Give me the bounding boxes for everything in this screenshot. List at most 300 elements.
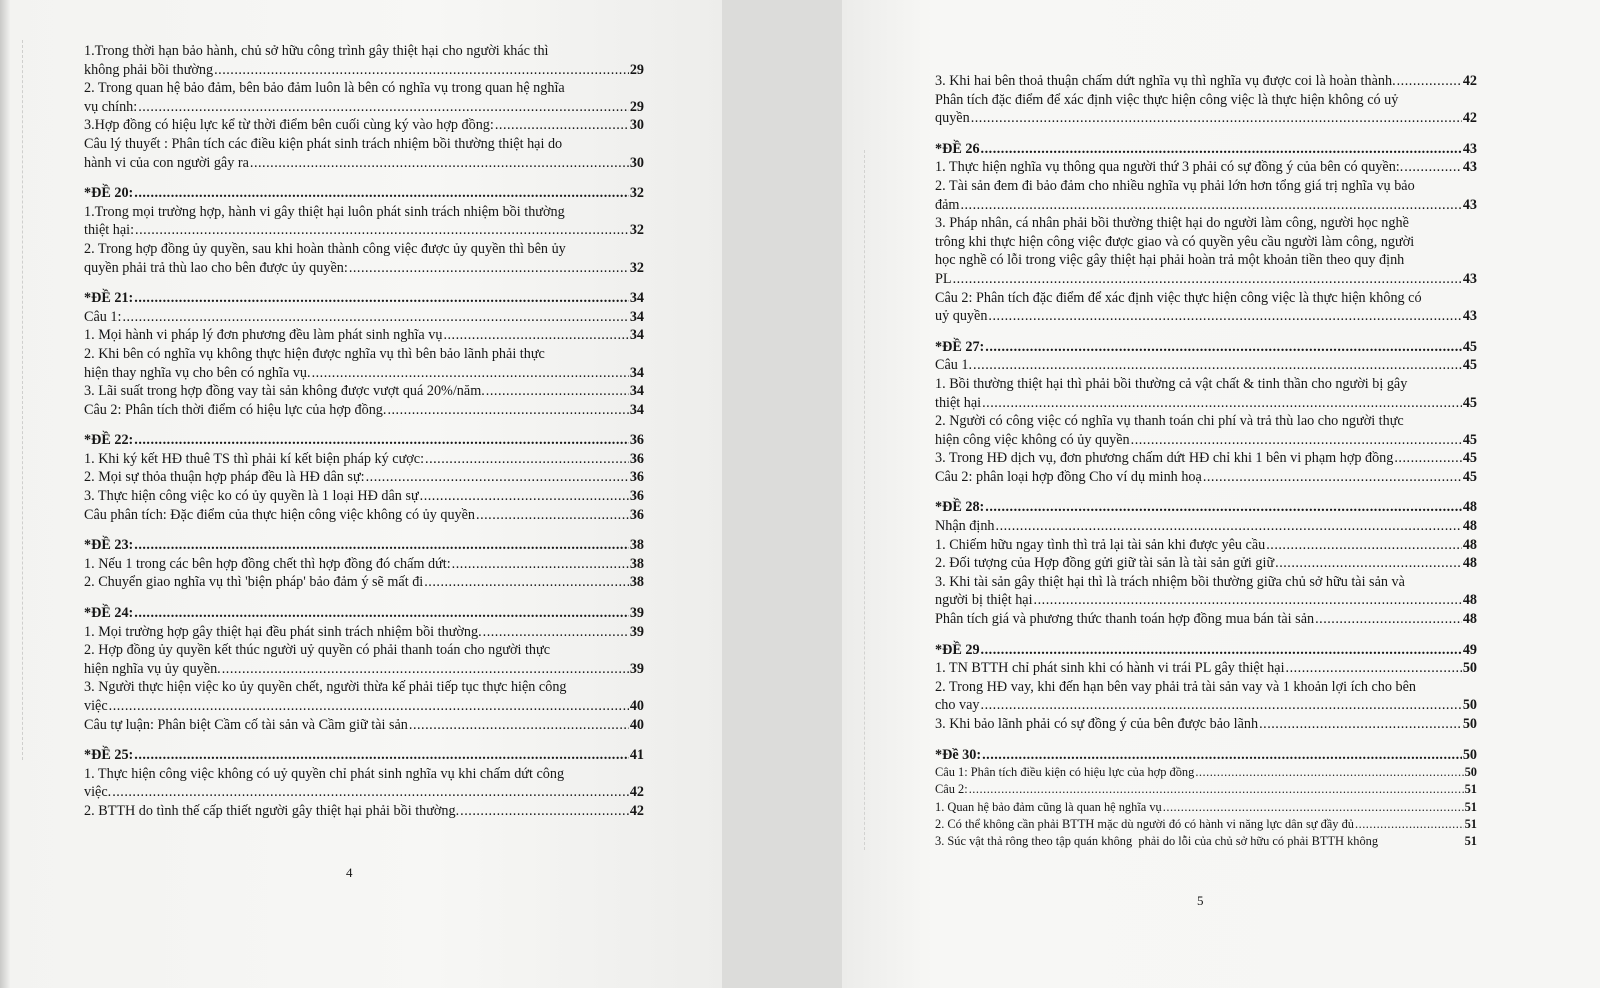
- toc-entry-row: [84, 555, 644, 574]
- toc-page-number: 39: [629, 605, 644, 622]
- toc-page-number: 39: [629, 623, 644, 640]
- toc-entry: [84, 345, 644, 382]
- left-table-of-contents: [84, 42, 644, 821]
- dot-leader: [985, 338, 1462, 357]
- dot-leader: [1266, 536, 1462, 555]
- toc-entry-row: [84, 259, 644, 278]
- toc-page-number: 45: [1462, 450, 1477, 467]
- toc-entry-text: Câu 2: phân loại hợp đồng Cho ví dụ minh hoạ: [935, 468, 1202, 485]
- toc-entry-row: [84, 326, 644, 345]
- dot-leader: [134, 536, 629, 555]
- toc-entry-row: [935, 536, 1477, 555]
- toc-page-number: 34: [629, 327, 644, 344]
- toc-entry-text: 2. Đối tượng của Hợp đồng gửi giữ tài sản là tài sản gửi giữ: [935, 555, 1275, 572]
- toc-entry-row: [935, 498, 1477, 517]
- toc-entry-row: [935, 270, 1477, 289]
- toc-entry: [935, 659, 1477, 678]
- dot-leader: [971, 109, 1462, 128]
- toc-entry-row: [84, 401, 644, 420]
- toc-page-number: 39: [629, 660, 644, 677]
- toc-entry-text: 3. Súc vật thả rông theo tập quán không phải do lỗi của chủ sở hữu có phải BTTH không: [935, 834, 1379, 848]
- toc-entry-row: [84, 716, 644, 735]
- toc-section-heading: [84, 431, 644, 450]
- toc-entry-text: 1. Mọi trường hợp gây thiệt hại đều phát sinh trách nhiệm bồi thường.: [84, 623, 482, 640]
- toc-entry-text: 1.Trong thời hạn bảo hành, chủ sở hữu công trình gây thiệt hại cho người khác thì: [84, 43, 549, 59]
- right-page-number: 5: [1197, 893, 1204, 908]
- toc-page-number: 48: [1462, 499, 1477, 516]
- toc-entry-row: [84, 697, 644, 716]
- toc-entry: [935, 610, 1477, 629]
- toc-section-heading: [84, 746, 644, 765]
- toc-entry: [935, 449, 1477, 468]
- toc-entry-text: 2. Hợp đồng ủy quyền kết thúc người uỷ quyền có phải thanh toán cho người thực: [84, 642, 550, 659]
- toc-entry-row: [935, 764, 1477, 781]
- toc-entry-text: 3.Hợp đồng có hiệu lực kể từ thời điểm bên cuối cùng ký vào hợp đồng:: [84, 117, 494, 134]
- toc-entry: [84, 641, 644, 678]
- toc-entry-row: [84, 431, 644, 450]
- dot-leader: [1355, 816, 1464, 833]
- dot-leader: [312, 364, 629, 383]
- dot-leader: [1394, 449, 1461, 468]
- toc-entry: [84, 450, 644, 469]
- page-edge-shadow: [0, 0, 10, 988]
- toc-entry-text: 2. Có thể không cần phải BTTH mặc dù người đó có hành vi năng lực dân sự đầy đủ: [935, 816, 1354, 831]
- toc-entry: [935, 468, 1477, 487]
- toc-entry-row: [84, 61, 644, 80]
- toc-entry: [935, 799, 1477, 816]
- toc-entry-row: [935, 833, 1477, 850]
- toc-entry-row: [935, 338, 1477, 357]
- toc-entry-row: [935, 610, 1477, 629]
- toc-page-number: 36: [629, 469, 644, 486]
- toc-page-number: 43: [1462, 196, 1477, 213]
- toc-entry-text: Câu 2: Phân tích đặc điểm để xác định việc thực hiện công việc là thực hiện không có: [935, 289, 1422, 306]
- right-page: [842, 0, 1600, 988]
- section-gap: [935, 326, 1477, 338]
- toc-entry-row: [935, 431, 1477, 450]
- toc-entry: [84, 240, 644, 277]
- toc-entry-text: *ĐỀ 27:: [935, 338, 985, 355]
- toc-entry-text: học nghề có lỗi trong việc gây thiệt hại phải hoàn trả một khoản tiền theo quy định: [935, 252, 1405, 269]
- toc-entry-text: Câu phân tích: Đặc điểm của thực hiện công việc không có ủy quyền: [84, 506, 476, 523]
- toc-page-number: 42: [629, 784, 644, 801]
- dot-leader: [981, 641, 1462, 660]
- toc-entry-text: 2. BTTH do tình thế cấp thiết người gây thiệt hại phải bồi thường.: [84, 802, 460, 819]
- toc-entry: [935, 833, 1477, 850]
- toc-page-number: 38: [629, 555, 644, 572]
- toc-page-number: 42: [1462, 110, 1477, 127]
- toc-entry-row: [935, 196, 1477, 215]
- toc-entry-text: uỷ quyền: [935, 308, 988, 325]
- toc-page-number: 32: [629, 185, 644, 202]
- toc-page-number: 38: [629, 574, 644, 591]
- toc-entry: [84, 678, 644, 715]
- left-page-number: 4: [346, 865, 353, 880]
- dot-leader: [366, 468, 629, 487]
- toc-entry: [84, 79, 644, 116]
- toc-entry-row: [84, 660, 644, 679]
- toc-entry-text: Nhận định: [935, 518, 995, 535]
- toc-page-number: 45: [1462, 394, 1477, 411]
- toc-entry-text: hiện thay nghĩa vụ cho bên có nghĩa vụ.: [84, 364, 311, 381]
- toc-entry-text: Câu 1:: [84, 308, 122, 325]
- margin-mark: [864, 150, 866, 850]
- toc-page-number: 45: [1462, 357, 1477, 374]
- toc-page-number: 29: [629, 61, 644, 78]
- toc-entry-text: *ĐỀ 22:: [84, 432, 134, 449]
- toc-section-heading: [935, 746, 1477, 765]
- toc-entry: [935, 517, 1477, 536]
- toc-page-number: 50: [1462, 746, 1477, 763]
- toc-entry-text: cho vay: [935, 697, 980, 714]
- toc-entry-row: [935, 746, 1477, 765]
- toc-entry-text: thiệt hại:: [84, 222, 135, 239]
- dot-leader: [960, 196, 1461, 215]
- toc-entry: [935, 678, 1477, 715]
- toc-entry-text: Câu 2:: [935, 782, 968, 797]
- dot-leader: [134, 746, 629, 765]
- dot-leader: [1275, 554, 1462, 573]
- toc-entry: [935, 554, 1477, 573]
- toc-entry-row: [84, 364, 644, 383]
- dot-leader: [981, 696, 1462, 715]
- toc-entry-row: [84, 487, 644, 506]
- toc-entry-text: *Đề 30:: [935, 746, 982, 763]
- toc-page-number: 48: [1462, 592, 1477, 609]
- dot-leader: [134, 184, 629, 203]
- toc-entry: [935, 375, 1477, 412]
- toc-page-number: 45: [1462, 338, 1477, 355]
- dot-leader: [452, 555, 629, 574]
- toc-entry-row: [935, 659, 1477, 678]
- toc-entry-text: 2. Mọi sự thỏa thuận hợp pháp đều là HĐ dân sự:: [84, 469, 365, 486]
- toc-entry-text: 2. Tài sản đem đi bảo đảm cho nhiều nghĩa vụ phải lớn hơn tổng giá trị nghĩa vụ bảo: [935, 177, 1415, 194]
- toc-entry-text: 3. Người thực hiện việc ko ủy quyền chết, người thừa kế phải tiếp tục thực hiện công: [84, 679, 567, 696]
- toc-entry: [84, 765, 644, 802]
- dot-leader: [1034, 591, 1462, 610]
- toc-entry: [84, 802, 644, 821]
- toc-entry: [935, 214, 1477, 288]
- toc-entry: [84, 203, 644, 240]
- toc-entry-text: 3. Khi tài sản gây thiệt hại thì là trách nhiệm bồi thường giữa chủ sở hữu tài sản và: [935, 573, 1405, 590]
- toc-entry-text: hiện nghĩa vụ ủy quyền.: [84, 660, 221, 677]
- toc-page-number: 36: [629, 450, 644, 467]
- toc-entry-row: [84, 98, 644, 117]
- dot-leader: [122, 308, 628, 327]
- toc-page-number: 49: [1462, 641, 1477, 658]
- toc-entry-text: 1. Chiếm hữu ngay tình thì trả lại tài sản khi được yêu cầu: [935, 536, 1266, 553]
- toc-entry-text: *ĐỀ 29: [935, 641, 980, 658]
- toc-entry-row: [84, 468, 644, 487]
- toc-entry: [84, 382, 644, 401]
- toc-entry-text: quyền: [935, 110, 970, 127]
- toc-entry-text: trông khi thực hiện công việc được giao và có quyền yêu cầu người làm công, người: [935, 233, 1415, 250]
- toc-entry: [935, 715, 1477, 734]
- dot-leader: [996, 517, 1462, 536]
- toc-entry-row: [935, 715, 1477, 734]
- dot-leader: [1163, 799, 1464, 816]
- toc-entry-text: 1. Khi ký kết HĐ thuê TS thì phải kí kết biện pháp ký cược:: [84, 450, 425, 467]
- dot-leader: [1259, 715, 1462, 734]
- toc-entry: [84, 135, 644, 172]
- toc-entry-text: 1. Quan hệ bảo đảm cũng là quan hệ nghĩa vụ: [935, 799, 1162, 814]
- dot-leader: [988, 307, 1461, 326]
- toc-entry: [84, 623, 644, 642]
- toc-entry-text: *ĐỀ 24:: [84, 605, 134, 622]
- toc-page-number: 50: [1462, 697, 1477, 714]
- toc-entry: [935, 764, 1477, 781]
- toc-entry-row: [935, 591, 1477, 610]
- toc-entry-row: [84, 154, 644, 173]
- toc-section-heading: [935, 338, 1477, 357]
- dot-leader: [1315, 610, 1462, 629]
- toc-page-number: 32: [629, 259, 644, 276]
- toc-entry: [84, 42, 644, 79]
- toc-entry: [935, 573, 1477, 610]
- toc-entry-text: quyền phải trả thù lao cho bên được ủy quyền:: [84, 259, 348, 276]
- toc-entry-text: *ĐỀ 20:: [84, 185, 134, 202]
- toc-page-number: 29: [629, 98, 644, 115]
- toc-page-number: 40: [629, 698, 644, 714]
- dot-leader: [222, 660, 629, 679]
- toc-entry-text: 1. Thực hiện công việc không có uỷ quyền chỉ phát sinh nghĩa vụ khi chấm dứt công: [84, 765, 565, 782]
- toc-page-number: 43: [1462, 308, 1477, 325]
- toc-page-number: 30: [629, 117, 644, 134]
- dot-leader: [134, 289, 629, 308]
- toc-entry: [84, 555, 644, 574]
- toc-entry: [935, 158, 1477, 177]
- toc-entry-row: [935, 696, 1477, 715]
- left-page: [0, 0, 722, 988]
- toc-page-number: 40: [629, 716, 644, 733]
- toc-entry: [935, 91, 1477, 128]
- dot-leader: [476, 506, 629, 525]
- toc-page-number: 43: [1462, 270, 1477, 287]
- book-gutter: [722, 0, 842, 988]
- toc-entry-text: hành vi của con người gây ra: [84, 154, 249, 171]
- dot-leader: [387, 401, 628, 420]
- toc-page-number: 34: [629, 401, 644, 418]
- toc-entry-text: việc.: [84, 784, 112, 801]
- dot-leader: [1131, 431, 1462, 450]
- toc-page-number: 34: [629, 383, 644, 400]
- toc-page-number: 36: [629, 432, 644, 449]
- toc-entry-text: 1. TN BTTH chỉ phát sinh khi có hành vi trái PL gây thiệt hại: [935, 660, 1285, 677]
- toc-entry: [935, 781, 1477, 798]
- toc-entry: [935, 289, 1477, 326]
- toc-entry: [935, 356, 1477, 375]
- toc-entry: [935, 412, 1477, 449]
- toc-entry-row: [935, 307, 1477, 326]
- toc-entry: [84, 401, 644, 420]
- toc-section-heading: [84, 289, 644, 308]
- toc-entry-row: [935, 641, 1477, 660]
- toc-entry-row: [935, 356, 1477, 375]
- toc-page-number: 50: [1464, 765, 1477, 780]
- toc-entry-text: 1. Mọi hành vi pháp lý đơn phương đều làm phát sinh nghĩa vụ: [84, 327, 443, 344]
- section-gap: [84, 524, 644, 536]
- toc-entry: [84, 468, 644, 487]
- toc-entry-row: [935, 799, 1477, 816]
- toc-entry-row: [84, 573, 644, 592]
- dot-leader: [138, 98, 629, 117]
- toc-entry-text: 2. Trong HĐ vay, khi đến hạn bên vay phải trả tài sản vay và 1 khoản lợi ích cho bên: [935, 678, 1416, 695]
- toc-entry-row: [84, 746, 644, 765]
- dot-leader: [953, 270, 1462, 289]
- toc-page-number: 51: [1464, 816, 1477, 831]
- section-gap: [84, 734, 644, 746]
- dot-leader: [420, 487, 629, 506]
- toc-entry-text: 2. Khi bên có nghĩa vụ không thực hiện được nghĩa vụ thì bên bảo lãnh phải thực: [84, 345, 545, 362]
- toc-entry-row: [935, 816, 1477, 833]
- toc-entry-text: *ĐỀ 21:: [84, 290, 134, 307]
- toc-entry: [84, 487, 644, 506]
- dot-leader: [109, 697, 629, 716]
- toc-entry-row: [84, 308, 644, 327]
- toc-entry-text: 2. Chuyển giao nghĩa vụ thì 'biện pháp' bảo đảm ý sẽ mất đi: [84, 574, 424, 591]
- toc-page-number: 36: [629, 506, 644, 523]
- toc-page-number: 50: [1462, 660, 1477, 677]
- toc-page-number: 48: [1462, 611, 1477, 628]
- toc-page-number: 51: [1464, 799, 1477, 814]
- toc-entry: [935, 816, 1477, 833]
- dot-leader: [1203, 468, 1462, 487]
- toc-entry-row: [84, 289, 644, 308]
- toc-section-heading: [935, 140, 1477, 159]
- dot-leader: [134, 431, 629, 450]
- toc-page-number: 48: [1462, 555, 1477, 572]
- toc-entry-text: 1. Bồi thường thiệt hại thì phải bồi thường cả vật chất & tinh thần cho người bị gây: [935, 375, 1408, 392]
- toc-entry-text: 1. Thực hiện nghĩa vụ thông qua người thứ 3 phải có sự đồng ý của bên có quyền:.: [935, 159, 1404, 176]
- dot-leader: [982, 394, 1462, 413]
- dot-leader: [985, 498, 1462, 517]
- section-gap: [935, 629, 1477, 641]
- dot-leader: [460, 802, 629, 821]
- toc-entry-row: [935, 554, 1477, 573]
- toc-entry-text: thiệt hại: [935, 394, 982, 411]
- section-gap: [935, 128, 1477, 140]
- toc-entry-text: 3. Lãi suất trong hợp đồng vay tài sản không được vượt quá 20%/năm.: [84, 383, 485, 400]
- dot-leader: [1286, 659, 1462, 678]
- toc-entry-text: Câu 1: Phân tích điều kiện có hiệu lực của hợp đồng: [935, 765, 1195, 780]
- toc-entry-row: [935, 140, 1477, 159]
- dot-leader: [969, 781, 1464, 798]
- toc-entry-text: việc: [84, 698, 108, 714]
- toc-entry-text: 2. Trong hợp đồng ủy quyền, sau khi hoàn thành công việc được ủy quyền thì bên ủy: [84, 240, 566, 257]
- toc-entry-text: *ĐỀ 23:: [84, 537, 134, 554]
- toc-entry-row: [935, 109, 1477, 128]
- toc-entry: [84, 116, 644, 135]
- toc-entry-row: [935, 394, 1477, 413]
- toc-entry-row: [84, 623, 644, 642]
- toc-page-number: 43: [1462, 140, 1477, 157]
- toc-entry-text: đảm: [935, 196, 960, 213]
- toc-entry-text: Câu lý thuyết : Phân tích các điều kiện phát sinh trách nhiệm bồi thường thiệt hại do: [84, 135, 563, 152]
- toc-page-number: 32: [629, 222, 644, 239]
- toc-page-number: 36: [629, 488, 644, 505]
- toc-page-number: 48: [1462, 536, 1477, 553]
- dot-leader: [214, 61, 629, 80]
- toc-entry-text: *ĐỀ 26: [935, 140, 980, 157]
- toc-page-number: 48: [1462, 518, 1477, 535]
- toc-entry-row: [84, 184, 644, 203]
- toc-entry-row: [935, 158, 1477, 177]
- toc-section-heading: [84, 536, 644, 555]
- toc-entry-text: PL: [935, 270, 952, 287]
- toc-page-number: 41: [629, 747, 644, 764]
- dot-leader: [443, 326, 628, 345]
- toc-entry-text: 3. Pháp nhân, cá nhân phải bồi thường thiệt hại do người làm công, người học nghề: [935, 215, 1409, 232]
- section-gap: [935, 486, 1477, 498]
- toc-entry-text: 2. Người có công việc có nghĩa vụ thanh toán chi phí và trả thù lao cho người thực: [935, 413, 1404, 430]
- toc-page-number: 42: [1462, 73, 1477, 89]
- toc-entry-text: Câu 1.: [935, 357, 973, 374]
- dot-leader: [134, 604, 629, 623]
- toc-entry-text: không phải bồi thường: [84, 61, 214, 78]
- toc-entry-text: Câu tự luận: Phân biệt Cầm cố tài sản và Cầm giữ tài sản: [84, 716, 408, 733]
- toc-entry-row: [84, 450, 644, 469]
- section-gap: [84, 277, 644, 289]
- toc-entry-text: Câu 2: Phân tích thời điểm có hiệu lực của hợp đồng.: [84, 401, 387, 418]
- toc-entry-text: Phân tích đặc điểm để xác định việc thực hiện công việc là thực hiện không có uỷ: [935, 91, 1399, 108]
- dot-leader: [424, 573, 629, 592]
- toc-page-number: 42: [629, 802, 644, 819]
- section-gap: [935, 734, 1477, 746]
- toc-entry-row: [84, 221, 644, 240]
- toc-entry-row: [935, 72, 1477, 91]
- toc-entry-row: [935, 449, 1477, 468]
- toc-entry-text: 3. Trong HĐ dịch vụ, đơn phương chấm dứt HĐ chỉ khi 1 bên vi phạm hợp đồng: [935, 450, 1394, 467]
- dot-leader: [1195, 764, 1463, 781]
- dot-leader: [250, 154, 629, 173]
- dot-leader: [1404, 158, 1462, 177]
- dot-leader: [973, 356, 1462, 375]
- dot-leader: [1397, 72, 1462, 91]
- dot-leader: [349, 259, 629, 278]
- toc-page-number: 38: [629, 537, 644, 554]
- toc-entry-text: *ĐỀ 28:: [935, 499, 985, 516]
- toc-entry-text: người bị thiệt hại: [935, 592, 1033, 609]
- toc-entry-text: *ĐỀ 25:: [84, 747, 134, 764]
- toc-entry-text: Phân tích giá và phương thức thanh toán hợp đồng mua bán tài sản: [935, 611, 1315, 628]
- toc-entry: [84, 308, 644, 327]
- toc-entry-text: 1. Nếu 1 trong các bên hợp đồng chết thì hợp đồng đó chấm dứt:: [84, 555, 451, 572]
- toc-entry: [84, 573, 644, 592]
- toc-page-number: 50: [1462, 716, 1477, 732]
- toc-page-number: 34: [629, 290, 644, 307]
- dot-leader: [425, 450, 629, 469]
- toc-page-number: 34: [629, 364, 644, 381]
- toc-entry: [935, 177, 1477, 214]
- toc-entry-text: 3. Khi hai bên thoả thuận chấm dứt nghĩa vụ thì nghĩa vụ được coi là hoàn thành.: [935, 73, 1396, 89]
- section-gap: [84, 419, 644, 431]
- dot-leader: [982, 746, 1462, 765]
- toc-entry-row: [84, 506, 644, 525]
- toc-section-heading: [84, 604, 644, 623]
- toc-entry-row: [84, 783, 644, 802]
- toc-page-number: 30: [629, 154, 644, 171]
- toc-page-number: 51: [1464, 782, 1477, 797]
- toc-entry-text: hiện công việc không có ủy quyền: [935, 431, 1130, 448]
- toc-entry-text: vụ chính:: [84, 98, 138, 115]
- toc-entry-text: 1.Trong mọi trường hợp, hành vi gây thiệt hại luôn phát sinh trách nhiệm bồi thường: [84, 203, 565, 220]
- toc-entry: [84, 506, 644, 525]
- toc-entry-row: [935, 781, 1477, 798]
- dot-leader: [495, 116, 629, 135]
- toc-page-number: 51: [1464, 834, 1477, 848]
- toc-entry-row: [84, 536, 644, 555]
- toc-section-heading: [935, 498, 1477, 517]
